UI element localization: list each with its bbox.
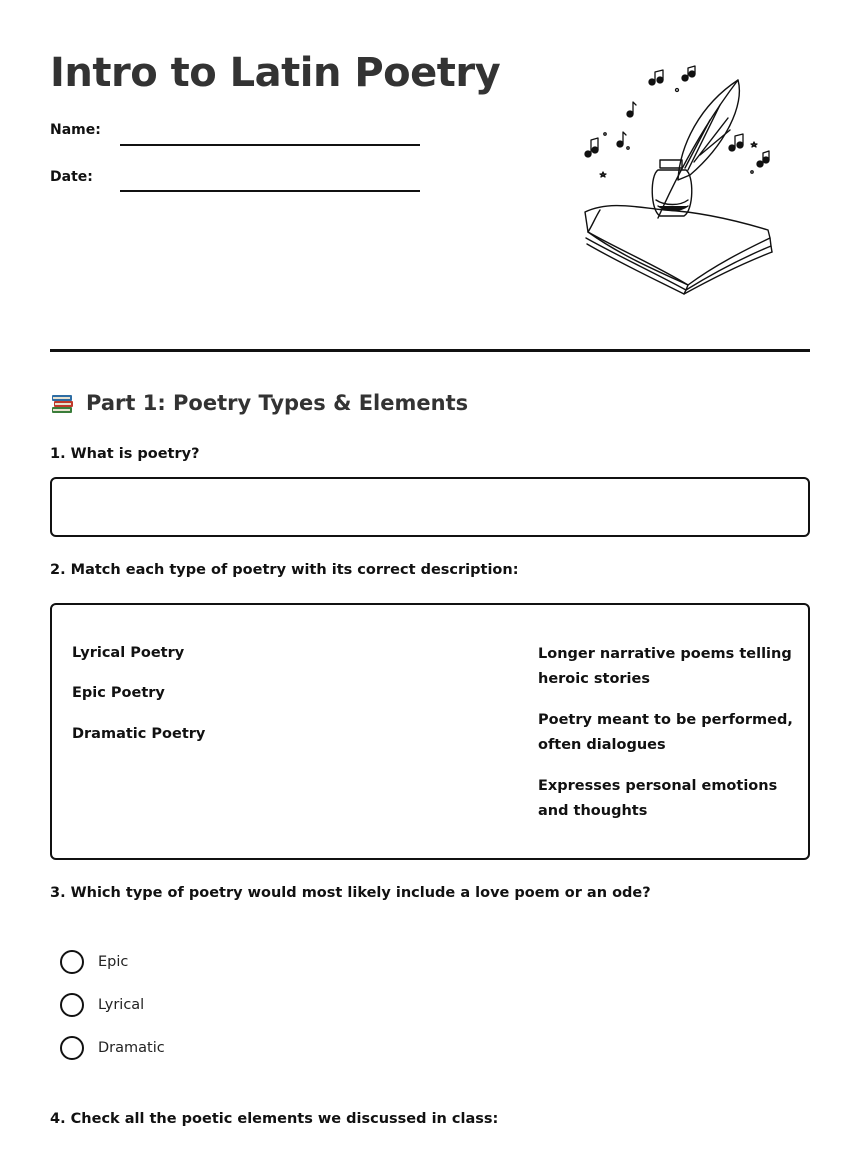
radio-button[interactable] [60, 993, 84, 1017]
radio-button[interactable] [60, 950, 84, 974]
date-label: Date: [50, 169, 93, 185]
section-divider [50, 349, 810, 352]
question-1: 1. What is poetry? [50, 446, 200, 462]
radio-option-dramatic[interactable] [60, 1036, 165, 1060]
match-description-item[interactable]: Poetry meant to be performed, often dialogues [538, 712, 793, 753]
name-field[interactable] [120, 144, 420, 146]
question-3: 3. Which type of poetry would most likely include a love poem or an ode? [50, 885, 651, 901]
match-type-item[interactable]: Dramatic Poetry [72, 726, 206, 742]
radio-option-lyrical[interactable] [60, 993, 144, 1017]
match-description-item[interactable]: Expresses personal emotions and thoughts [538, 778, 778, 819]
match-type-item[interactable]: Epic Poetry [72, 685, 165, 701]
q1-answer-field[interactable] [50, 477, 810, 537]
section-heading [50, 390, 468, 416]
books-icon [50, 390, 76, 416]
radio-option-epic[interactable] [60, 950, 128, 974]
radio-label: Lyrical [98, 997, 145, 1013]
radio-button[interactable] [60, 1036, 84, 1060]
quill-inkwell-illustration-icon [570, 60, 780, 295]
date-field[interactable] [120, 190, 420, 192]
radio-label: Dramatic [98, 1040, 165, 1056]
matching-box [50, 603, 810, 860]
question-2: 2. Match each type of poetry with its correct description: [50, 562, 519, 578]
radio-label: Epic [98, 954, 129, 970]
question-4: 4. Check all the poetic elements we discussed in class: [50, 1111, 499, 1127]
match-description-item[interactable]: Longer narrative poems telling heroic stories [538, 646, 792, 687]
page-title: Intro to Latin Poetry [50, 50, 501, 96]
match-type-item[interactable]: Lyrical Poetry [72, 645, 185, 661]
name-label: Name: [50, 122, 101, 138]
section-heading-text: Part 1: Poetry Types & Elements [86, 391, 469, 415]
